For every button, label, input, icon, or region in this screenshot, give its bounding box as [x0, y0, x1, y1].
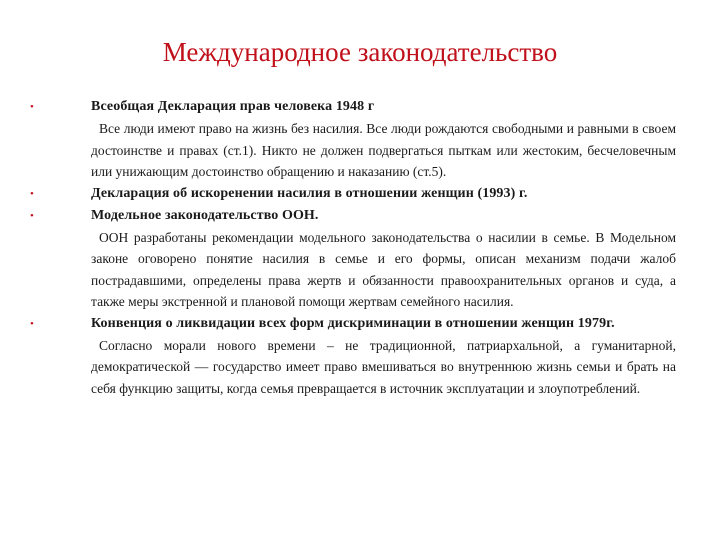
- item-heading: Модельное законодательство ООН.: [91, 207, 319, 223]
- item-heading: Всеобщая Декларация прав человека 1948 г: [91, 99, 375, 114]
- bullet-icon: •: [30, 317, 34, 330]
- item-text: Все люди имеют право на жизнь без насилия. Все люди рождаются свободными и равными в своем достоинстве и правах (ст.1). Никто не должен подвергаться пыткам или жестоким, бесчеловечным или унижающим достоинство обращению и наказанию (ст.5).: [91, 121, 676, 179]
- bullet-icon: •: [30, 187, 34, 200]
- list-item-declaration-1948: [30, 96, 676, 183]
- list-item-declaration-1993: [30, 183, 676, 205]
- bullet-icon: •: [30, 101, 34, 113]
- list-item-cedaw-1979: [30, 313, 676, 400]
- item-text: Согласно морали нового времени – не традиционной, патриархальной, а гуманитарной, демократической — государство имеет право вмешиваться во внутреннюю жизнь семьи и брать на себя функцию защиты, когда семья превращается в источник эксплуатации и злоупотреблений.: [91, 337, 676, 396]
- item-heading: Конвенция о ликвидации всех форм дискриминации в отношении женщин 1979г.: [91, 315, 615, 331]
- slide-title: Международное законодательство: [162, 37, 558, 67]
- item-text: ООН разработаны рекомендации модельного законодательства о насилии в семье. В Модельном законе оговорено понятие насилия в семье и его формы, описан механизм подачи жалоб пострадавшими, определены права жертв и обязанности правоохранительных органов и суда, а также меры экстренной и плановой помощи жертвам семейного насилия.: [91, 229, 676, 309]
- slide-body: [30, 96, 676, 399]
- item-heading: Декларация об искоренении насилия в отношении женщин (1993) г.: [91, 185, 528, 201]
- bullet-icon: •: [30, 209, 34, 222]
- list-item-un-model-law: [30, 205, 676, 313]
